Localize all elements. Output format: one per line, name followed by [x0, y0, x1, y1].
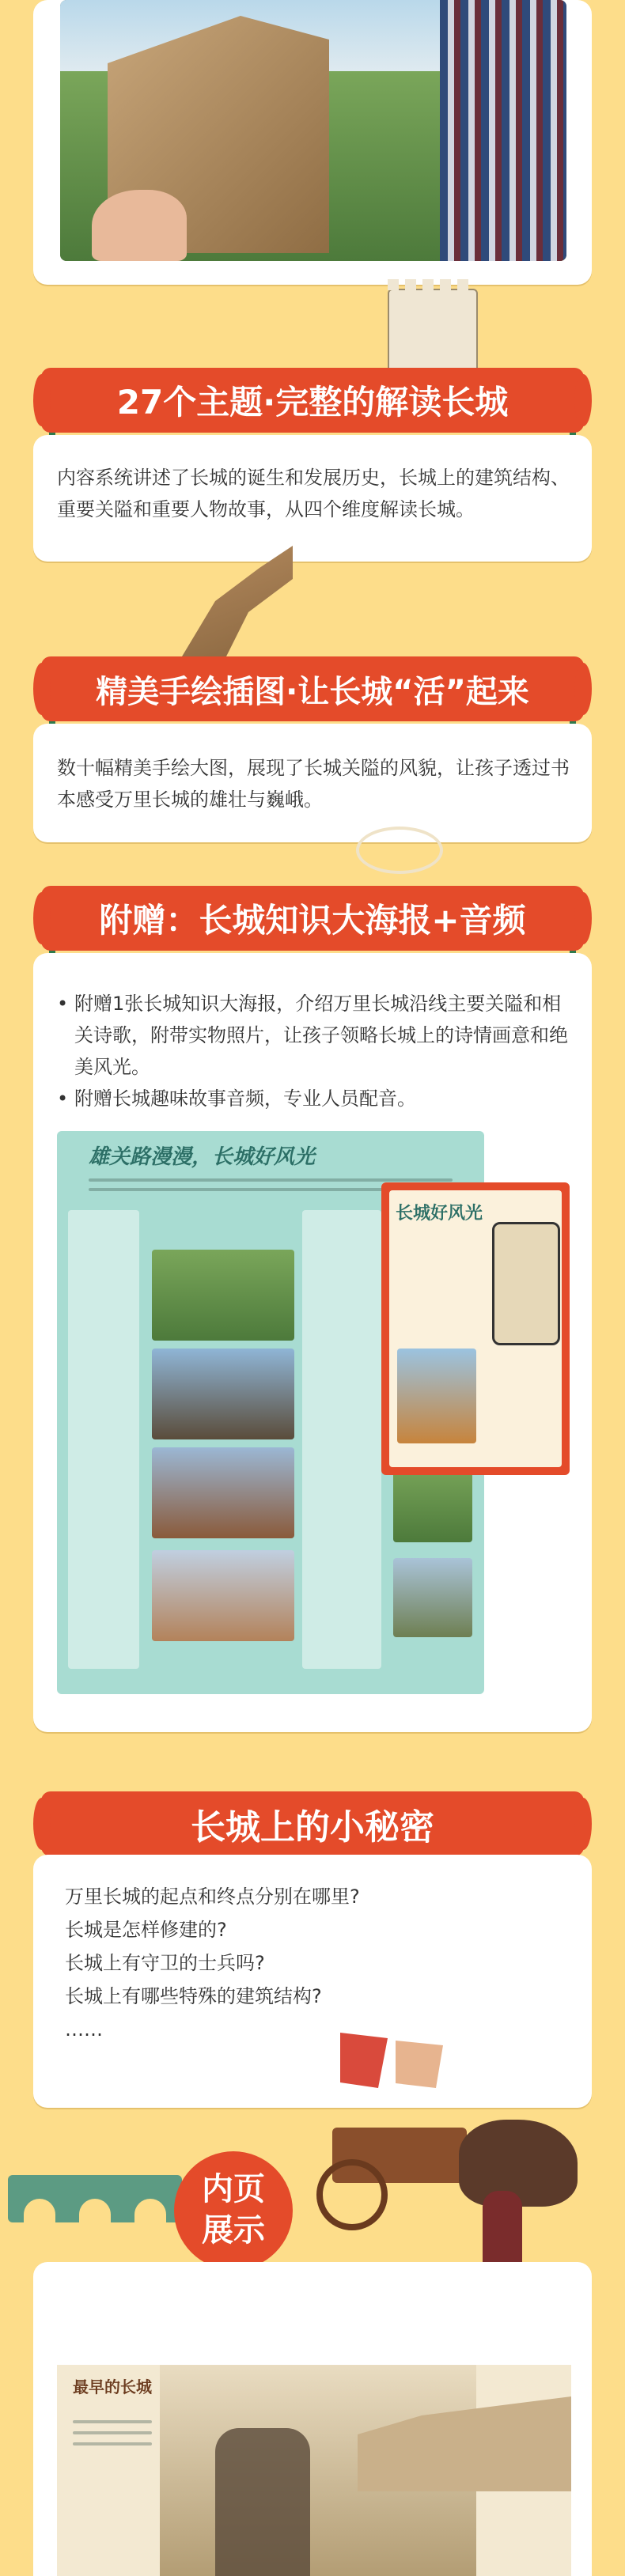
bonus-bullet-2: • 附赠长城趣味故事音频，专业人员配音。: [57, 1083, 571, 1114]
inner-page-text-line: [73, 2431, 152, 2434]
poster-photo-greatwall: [152, 1250, 294, 1341]
phone-device: [492, 1222, 560, 1345]
question-item: 长城上有守卫的士兵吗?: [65, 1952, 265, 1974]
book-spines: [440, 0, 566, 261]
phone-title: 长城好风光: [396, 1204, 483, 1224]
phone-photo: [397, 1349, 476, 1443]
section-banner-themes: [41, 368, 584, 433]
poster-photo-right-4: [393, 1558, 472, 1637]
poster-text-line: [89, 1178, 453, 1182]
question-item: ……: [65, 2018, 103, 2041]
inner-page-figures: [215, 2428, 310, 2576]
wall-sketch-illustration: [182, 546, 293, 656]
bonus-card: [33, 953, 592, 1732]
question-item: 长城是怎样修建的?: [65, 1919, 227, 1941]
section-title-bonus: 附赠：长城知识大海报+音频: [99, 901, 526, 940]
poster-photo-right-3: [393, 1463, 472, 1542]
phone-screen: [389, 1190, 562, 1467]
section-banner-illustrations: [41, 656, 584, 721]
inner-pages-card: [33, 2262, 592, 2576]
themes-text: 内容系统讲述了长城的诞生和发展历史，长城上的建筑结构、重要关隘和重要人物故事，从四个维度解读长城。: [57, 467, 570, 520]
poster-column-mid: [302, 1210, 381, 1669]
poster-photo-gate: [152, 1447, 294, 1538]
flag-icon: [340, 2033, 388, 2088]
poster-photo-fort: [152, 1550, 294, 1641]
horse: [459, 2120, 578, 2207]
question-item: 万里长城的起点和终点分别在哪里?: [65, 1886, 360, 1908]
bonus-bullet-1: • 附赠1张长城知识大海报，介绍万里长城沿线主要关隘和相关诗歌，附带实物照片，让孩子领略长城上的诗情画意和绝美风光。: [57, 988, 571, 1083]
poster-title: 雄关路漫漫，长城好风光: [89, 1145, 316, 1169]
secrets-questions: [65, 1880, 540, 2046]
section-banner-secrets: [41, 1791, 584, 1856]
top-photo-card: [33, 0, 592, 285]
bonus-bullets: [57, 988, 571, 1114]
bridge-illustration: [8, 2175, 182, 2222]
flag-icon: [396, 2041, 443, 2088]
cloud-icon: [356, 827, 443, 874]
hand: [92, 190, 187, 261]
badge-line-1: 内页: [202, 2171, 265, 2207]
question-item: 长城上有哪些特殊的建筑结构?: [65, 1985, 322, 2007]
inner-pages-badge: [174, 2151, 293, 2270]
poster-photo-pass: [152, 1349, 294, 1439]
section-title-secrets: 长城上的小秘密: [191, 1807, 434, 1848]
book-photo: [60, 0, 566, 261]
inner-page-text-line: [73, 2420, 152, 2423]
poster-text-line: [89, 1188, 429, 1191]
poster-column-left: [68, 1210, 139, 1669]
chariot-illustration: [309, 2033, 593, 2270]
section-title-themes: 27个主题·完整的解读长城: [116, 383, 509, 422]
illustrations-text: 数十幅精美手绘大图，展现了长城关隘的风貌，让孩子透过书本感受万里长城的雄壮与巍峨。: [57, 757, 570, 811]
badge-line-2: 展示: [202, 2212, 265, 2249]
section-title-illustrations: 精美手绘插图·让长城“活”起来: [96, 673, 529, 710]
illustrations-card: [33, 724, 592, 842]
chariot-wheel: [316, 2159, 388, 2230]
section-banner-bonus: [41, 886, 584, 951]
inner-page-text-line: [73, 2442, 152, 2445]
inner-page-title: 最早的长城: [73, 2377, 152, 2396]
phone-mockup-frame: [381, 1182, 570, 1475]
themes-card: [33, 435, 592, 562]
inner-page-spread: [57, 2365, 571, 2576]
watchtower-icon: [388, 289, 478, 371]
